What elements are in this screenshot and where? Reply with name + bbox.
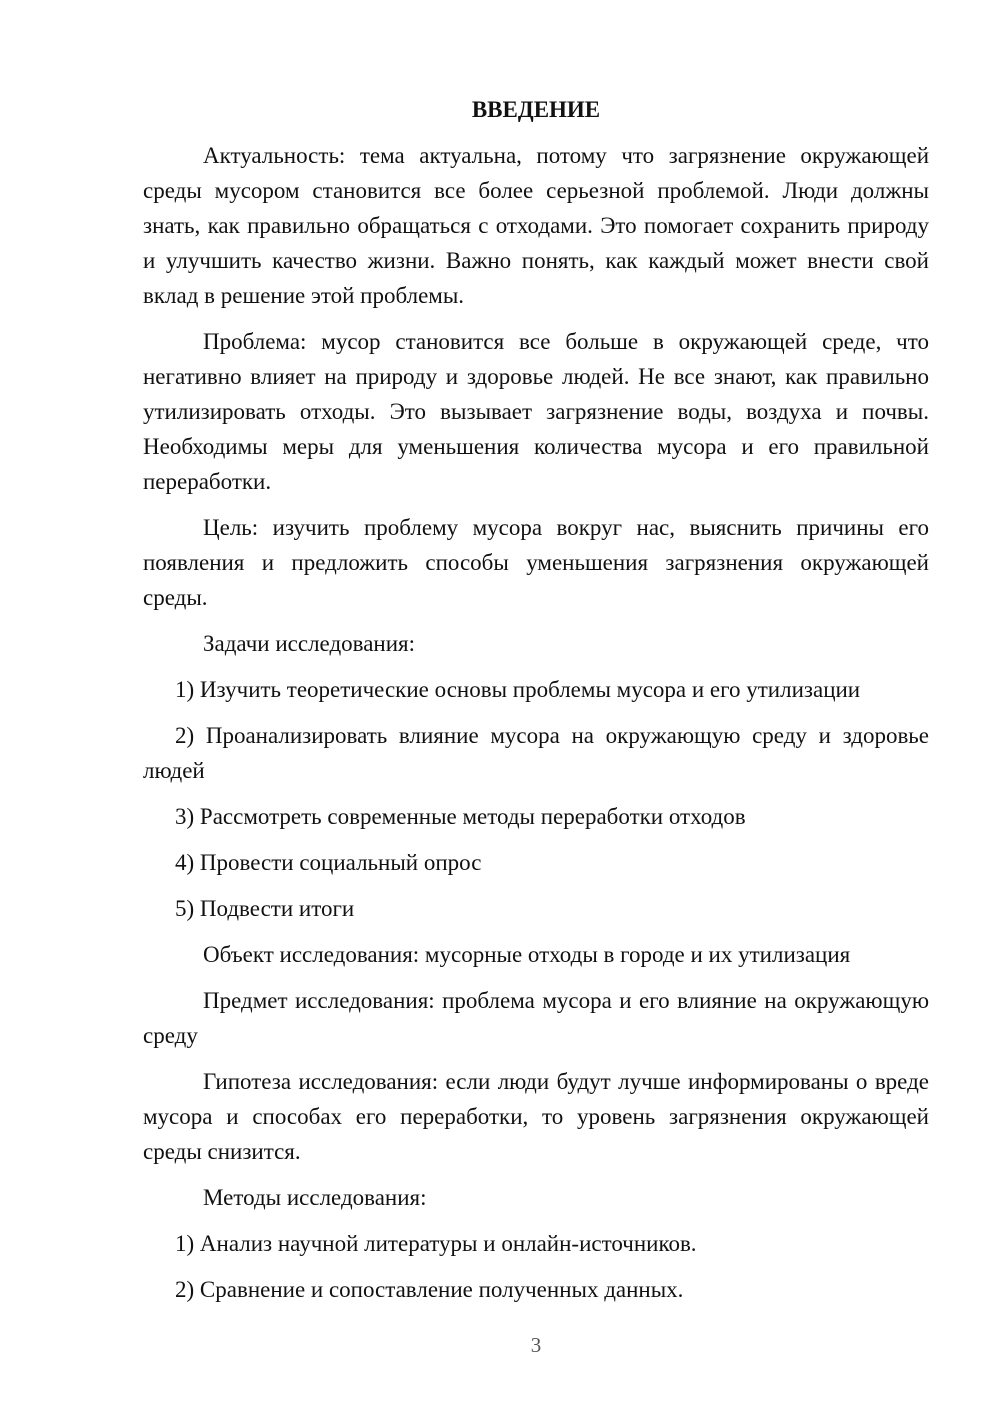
problem-paragraph: Проблема: мусор становится все больше в окружающей среде, что негативно влияет на природу и здоровье людей. Не все знают, как правильно утилизировать отходы. Это вызывает загрязнение воды, воздуха и почвы. Необходимы меры для уменьшения количества мусора и его правильной переработки.	[143, 329, 929, 494]
method-item-1: 1) Анализ научной литературы и онлайн-источников.	[175, 1231, 697, 1256]
task-item-1: 1) Изучить теоретические основы проблемы мусора и его утилизации	[175, 677, 861, 702]
task-item-4: 4) Провести социальный опрос	[175, 850, 482, 875]
section-heading: ВВЕДЕНИЕ	[471, 97, 601, 122]
tasks-title: Задачи исследования:	[203, 631, 416, 656]
task-item-3: 3) Рассмотреть современные методы переработки отходов	[175, 804, 746, 829]
object-paragraph: Объект исследования: мусорные отходы в городе и их утилизация	[203, 942, 851, 967]
hypothesis-paragraph: Гипотеза исследования: если люди будут лучше информированы о вреде мусора и способах его переработки, то уровень загрязнения окружающей среды снизится.	[143, 1069, 929, 1164]
method-item-2: 2) Сравнение и сопоставление полученных данных.	[175, 1277, 684, 1302]
goal-paragraph: Цель: изучить проблему мусора вокруг нас, выяснить причины его появления и предложить способы уменьшения загрязнения окружающей среды.	[143, 515, 929, 610]
document-body	[143, 92, 929, 1318]
subject-paragraph: Предмет исследования: проблема мусора и его влияние на окружающую среду	[143, 988, 929, 1048]
task-item-5: 5) Подвести итоги	[175, 896, 355, 921]
methods-title: Методы исследования:	[203, 1185, 427, 1210]
page-number: 3	[530, 1333, 542, 1357]
task-item-2: 2) Проанализировать влияние мусора на окружающую среду и здоровье людей	[143, 723, 929, 783]
relevance-paragraph: Актуальность: тема актуальна, потому что загрязнение окружающей среды мусором становится все более серьезной проблемой. Люди должны знать, как правильно обращаться с отходами. Это помогает сохранить природу и улучшить качество жизни. Важно понять, как каждый может внести свой вклад в решение этой проблемы.	[143, 143, 929, 308]
